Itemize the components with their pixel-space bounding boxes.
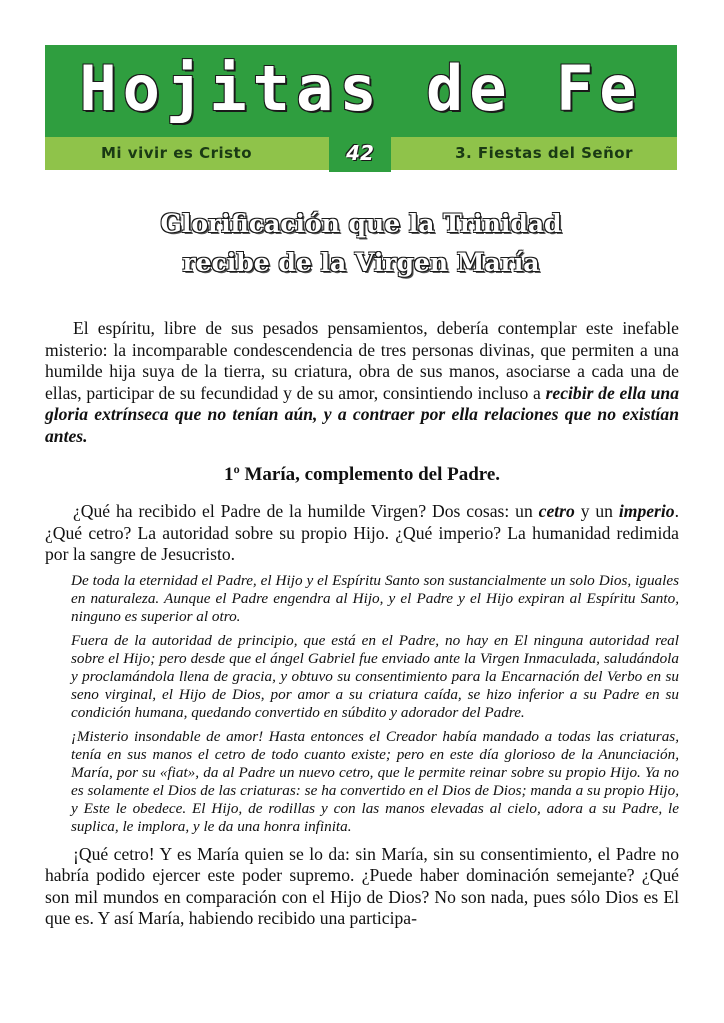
- masthead-title: Hojitas de Fe: [79, 52, 643, 125]
- intro-emphasis: recibir de ella una gloria extrínseca que no tenían aún, y a contraer por ella relaciones que no existían antes.: [45, 382, 679, 446]
- p2-emphasis-cetro: cetro: [538, 501, 575, 521]
- section-label: 3. Fiestas del Señor: [455, 144, 633, 162]
- article-body: [45, 318, 679, 930]
- intro-paragraph: [45, 318, 679, 447]
- title-line-1: Glorificación que la Trinidad: [160, 209, 562, 238]
- intro-text: El espíritu, libre de sus pesados pensamientos, debería contemplar este inefable misterio: la incomparable condescendencia de tres personas divinas, que permiten a una humilde hija suya de la tierra, su criatura, obra de sus manos, asociarse a cada una de ellas, participar de su fecundidad y de su amor, consintiendo incluso a: [45, 318, 679, 403]
- masthead-subbar: [45, 137, 677, 170]
- commentary-note-2: Fuera de la autoridad de principio, que está en el Padre, no hay en El ninguna autoridad real sobre el Hijo; pero desde que el ángel Gabriel fue enviado ante la Virgen Inmaculada, saludándola y proclamándola llena de gracia, y obtuvo su consentimiento para la Encarnación del Verbo en su seno virginal, el Hijo de Dios, por amor a su criatura caída, se hizo inferior a su Padre en su condición humana, quedando convertido en súbdito y adorador del Padre.: [71, 631, 679, 721]
- p2-text-1: ¿Qué ha recibido el Padre de la humilde Virgen? Dos cosas: un: [73, 501, 539, 521]
- section-heading: 1º María, complemento del Padre.: [223, 464, 501, 485]
- title-line-2: recibe de la Virgen María: [182, 248, 540, 277]
- commentary-note-1: De toda la eternidad el Padre, el Hijo y el Espíritu Santo son sustancialmente un solo Dios, iguales en naturaleza. Aunque el Padre engendra al Hijo, y el Padre y el Hijo expiran al Espíritu Santo, ninguno es superior al otro.: [71, 571, 679, 625]
- paragraph-que-cetro: ¡Qué cetro! Y es María quien se lo da: sin María, sin su consentimiento, el Padre no habría podido ejercer este poder supremo. ¿Puede haber dominación semejante? ¿Qué son mil mundos en comparación con el Hijo de Dios? No son nada, pues sólo Dios es El que es. Y así María, habiendo recibido una participa-: [45, 843, 679, 928]
- p2-emphasis-imperio: imperio: [618, 501, 675, 521]
- article-title: [45, 204, 677, 282]
- p2-text-3: . ¿Qué cetro? La autoridad sobre su propio Hijo. ¿Qué imperio? La humanidad redimida por la sangre de Jesucristo.: [45, 501, 679, 564]
- issue-number: 42: [329, 135, 391, 172]
- paragraph-cetro-imperio: [45, 501, 679, 566]
- masthead-banner: [45, 45, 677, 170]
- p2-text-2: y un: [574, 501, 619, 521]
- series-label: Mi vivir es Cristo: [101, 144, 253, 162]
- commentary-note-3: ¡Misterio insondable de amor! Hasta entonces el Creador había mandado a todas las criaturas, tenía en sus manos el cetro de todo cuanto existe; pero en este día glorioso de la Anunciación, María, por su «fiat», da al Padre un nuevo cetro, que le permite reinar sobre su propio Hijo. Ya no es solamente el Dios de las criaturas: se ha convertido en el Dios de Dios; manda a su propio Hijo, y Este le obedece. El Hijo, de rodillas y con las manos elevadas al cielo, adora a su Padre, le suplica, le implora, y le da una honra infinita.: [71, 727, 679, 835]
